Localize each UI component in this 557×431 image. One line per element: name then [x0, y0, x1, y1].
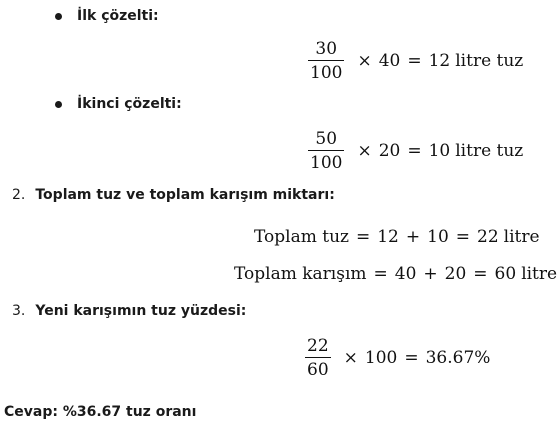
first-solution-fraction — [308, 40, 344, 82]
fraction-numerator: 30 — [315, 39, 338, 59]
first-solution-item — [55, 8, 159, 24]
result: 60 — [494, 264, 517, 284]
result: 22 — [477, 227, 499, 247]
equals-sign: = — [355, 227, 371, 247]
unit: litre — [521, 264, 557, 284]
term-a: 40 — [394, 264, 417, 284]
result: 10 — [428, 141, 451, 161]
equals-sign: = — [407, 141, 422, 161]
times-sign: × — [357, 51, 372, 71]
step-number: 2. — [12, 187, 26, 203]
times-sign: × — [357, 141, 372, 161]
factor: 20 — [378, 141, 401, 161]
result: 36.67% — [425, 348, 491, 368]
equals-sign: = — [407, 51, 422, 71]
term-b: 10 — [427, 227, 449, 247]
unit: litre tuz — [455, 141, 524, 161]
total-salt-equation — [254, 227, 540, 247]
step-label: Yeni karışımın tuz yüzdesi: — [35, 303, 247, 319]
first-solution-label: İlk çözelti: — [77, 8, 159, 24]
factor: 40 — [378, 51, 401, 71]
lhs: Toplam karışım — [234, 264, 367, 284]
fraction-denominator: 100 — [308, 60, 344, 82]
percentage-equation — [305, 337, 490, 379]
term-b: 20 — [444, 264, 467, 284]
times-sign: × — [343, 348, 358, 368]
second-solution-equation — [308, 130, 523, 172]
percentage-fraction — [305, 337, 331, 379]
step-3-heading — [12, 303, 246, 319]
result: 12 — [428, 51, 451, 71]
bullet-icon — [55, 101, 62, 108]
factor: 100 — [364, 348, 398, 368]
equals-sign: = — [404, 348, 419, 368]
equals-sign: = — [455, 227, 471, 247]
second-solution-label: İkinci çözelti: — [77, 96, 182, 112]
step-number: 3. — [12, 303, 26, 319]
fraction-denominator: 60 — [305, 357, 331, 379]
bullet-icon — [55, 13, 62, 20]
second-solution-fraction — [308, 130, 344, 172]
unit: litre — [503, 227, 540, 247]
total-mixture-equation — [234, 264, 557, 284]
plus-sign: + — [423, 264, 438, 284]
second-solution-item — [55, 96, 182, 112]
step-2-heading — [12, 187, 335, 203]
first-solution-equation — [308, 40, 523, 82]
fraction-numerator: 50 — [315, 129, 338, 149]
step-label: Toplam tuz ve toplam karışım miktarı: — [35, 187, 335, 203]
equals-sign: = — [373, 264, 388, 284]
fraction-denominator: 100 — [308, 150, 344, 172]
lhs: Toplam tuz — [254, 227, 349, 247]
equals-sign: = — [473, 264, 488, 284]
term-a: 12 — [377, 227, 399, 247]
plus-sign: + — [405, 227, 421, 247]
unit: litre tuz — [455, 51, 524, 71]
fraction-numerator: 22 — [307, 336, 329, 356]
final-answer: Cevap: %36.67 tuz oranı — [4, 404, 197, 420]
